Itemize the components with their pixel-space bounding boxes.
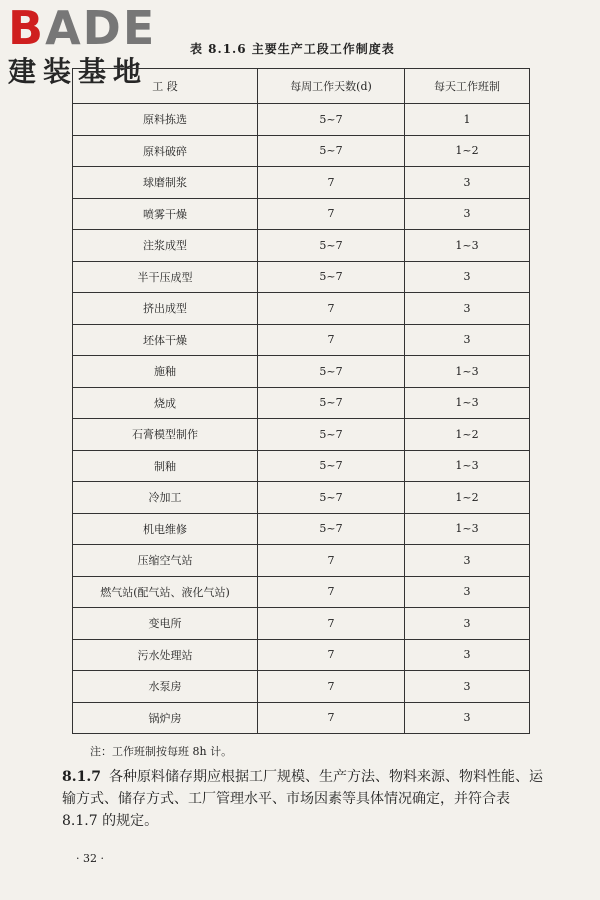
table-row bbox=[73, 261, 530, 293]
cell-days: 7 bbox=[258, 671, 405, 703]
cell-days: 5~7 bbox=[258, 513, 405, 545]
cell-section: 原料拣选 bbox=[73, 104, 258, 136]
cell-shifts: 1~3 bbox=[405, 356, 530, 388]
cell-shifts: 3 bbox=[405, 702, 530, 734]
logo-accent-letter: B bbox=[8, 1, 46, 55]
cell-section: 污水处理站 bbox=[73, 639, 258, 671]
page-number: · 32 · bbox=[76, 852, 104, 865]
cell-section: 燃气站(配气站、液化气站) bbox=[73, 576, 258, 608]
cell-section: 制釉 bbox=[73, 450, 258, 482]
table-row bbox=[73, 293, 530, 325]
cell-shifts: 3 bbox=[405, 639, 530, 671]
cell-section: 石膏模型制作 bbox=[73, 419, 258, 451]
cell-shifts: 1~3 bbox=[405, 450, 530, 482]
cell-section: 水泵房 bbox=[73, 671, 258, 703]
cell-days: 7 bbox=[258, 198, 405, 230]
table-row bbox=[73, 608, 530, 640]
cell-shifts: 1~3 bbox=[405, 230, 530, 262]
table-header-row bbox=[73, 69, 530, 104]
logo-wordmark bbox=[8, 1, 208, 55]
cell-section: 锅炉房 bbox=[73, 702, 258, 734]
table-row bbox=[73, 671, 530, 703]
table-row bbox=[73, 450, 530, 482]
cell-shifts: 3 bbox=[405, 671, 530, 703]
section-paragraph bbox=[62, 766, 544, 832]
cell-shifts: 1 bbox=[405, 104, 530, 136]
cell-days: 7 bbox=[258, 576, 405, 608]
cell-section: 注浆成型 bbox=[73, 230, 258, 262]
table-row bbox=[73, 419, 530, 451]
cell-days: 5~7 bbox=[258, 104, 405, 136]
header-days-per-week: 每周工作天数(d) bbox=[258, 69, 405, 104]
cell-days: 5~7 bbox=[258, 450, 405, 482]
table-row bbox=[73, 104, 530, 136]
cell-shifts: 3 bbox=[405, 576, 530, 608]
table-row bbox=[73, 387, 530, 419]
work-schedule-table bbox=[72, 68, 530, 734]
cell-section: 原料破碎 bbox=[73, 135, 258, 167]
cell-shifts: 3 bbox=[405, 293, 530, 325]
table-note: 注：工作班制按每班 8h 计。 bbox=[90, 745, 233, 758]
cell-days: 7 bbox=[258, 324, 405, 356]
cell-days: 5~7 bbox=[258, 482, 405, 514]
logo-letters: ADE bbox=[45, 1, 157, 55]
cell-days: 5~7 bbox=[258, 419, 405, 451]
cell-section: 施釉 bbox=[73, 356, 258, 388]
cell-section: 变电所 bbox=[73, 608, 258, 640]
cell-section: 球磨制浆 bbox=[73, 167, 258, 199]
cell-days: 5~7 bbox=[258, 261, 405, 293]
cell-days: 7 bbox=[258, 545, 405, 577]
cell-days: 5~7 bbox=[258, 230, 405, 262]
header-shifts-per-day: 每天工作班制 bbox=[405, 69, 530, 104]
cell-section: 半干压成型 bbox=[73, 261, 258, 293]
table-row bbox=[73, 576, 530, 608]
cell-days: 7 bbox=[258, 702, 405, 734]
table-row bbox=[73, 639, 530, 671]
cell-shifts: 3 bbox=[405, 198, 530, 230]
logo-subtitle: 建装基地 bbox=[8, 55, 149, 88]
cell-section: 机电维修 bbox=[73, 513, 258, 545]
cell-section: 压缩空气站 bbox=[73, 545, 258, 577]
cell-shifts: 3 bbox=[405, 324, 530, 356]
cell-section: 喷雾干燥 bbox=[73, 198, 258, 230]
table-row bbox=[73, 482, 530, 514]
table-row bbox=[73, 230, 530, 262]
table-body bbox=[73, 104, 530, 734]
cell-shifts: 3 bbox=[405, 261, 530, 293]
table-row bbox=[73, 167, 530, 199]
cell-days: 7 bbox=[258, 608, 405, 640]
cell-shifts: 1~3 bbox=[405, 513, 530, 545]
cell-days: 7 bbox=[258, 167, 405, 199]
cell-section: 挤出成型 bbox=[73, 293, 258, 325]
cell-section: 冷加工 bbox=[73, 482, 258, 514]
cell-days: 5~7 bbox=[258, 356, 405, 388]
cell-shifts: 3 bbox=[405, 545, 530, 577]
cell-days: 7 bbox=[258, 293, 405, 325]
cell-section: 烧成 bbox=[73, 387, 258, 419]
section-number: 8.1.7 bbox=[62, 769, 101, 785]
table-row bbox=[73, 513, 530, 545]
table-row bbox=[73, 545, 530, 577]
cell-shifts: 1~2 bbox=[405, 482, 530, 514]
section-text: 各种原料储存期应根据工厂规模、生产方法、物料来源、物料性能、运输方式、储存方式、工厂管理水平、市场因素等具体情况确定，并符合表 8.1.7 的规定。 bbox=[62, 769, 543, 829]
table-row bbox=[73, 324, 530, 356]
cell-days: 5~7 bbox=[258, 135, 405, 167]
cell-days: 7 bbox=[258, 639, 405, 671]
header-section: 工 段 bbox=[73, 69, 258, 104]
cell-section: 坯体干燥 bbox=[73, 324, 258, 356]
cell-days: 5~7 bbox=[258, 387, 405, 419]
table-row bbox=[73, 135, 530, 167]
cell-shifts: 3 bbox=[405, 167, 530, 199]
table-row bbox=[73, 356, 530, 388]
cell-shifts: 3 bbox=[405, 608, 530, 640]
table-row bbox=[73, 702, 530, 734]
table-row bbox=[73, 198, 530, 230]
table-title: 表 8.1.6 主要生产工段工作制度表 bbox=[190, 42, 395, 56]
cell-shifts: 1~3 bbox=[405, 387, 530, 419]
cell-shifts: 1~2 bbox=[405, 135, 530, 167]
cell-shifts: 1~2 bbox=[405, 419, 530, 451]
